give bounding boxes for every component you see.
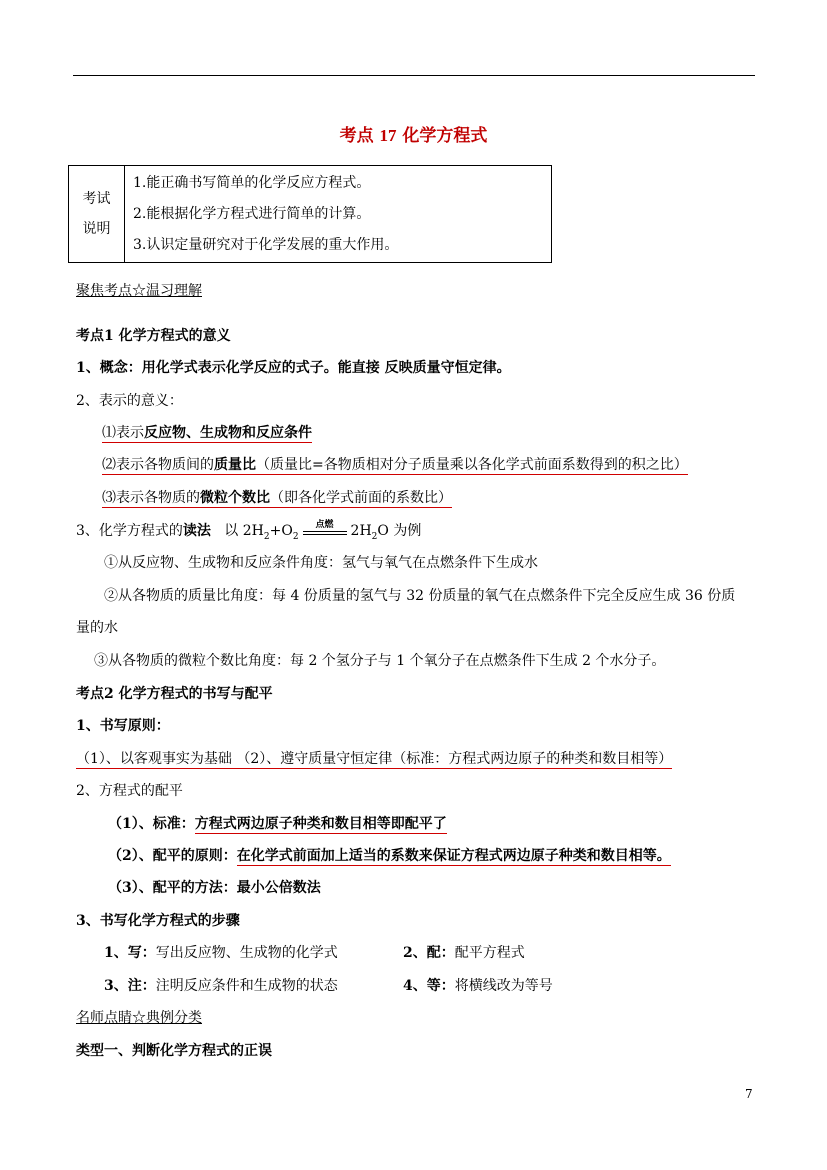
balance-heading: 2、方程式的配平 (76, 783, 183, 799)
reading-prefix: 3、化学方程式的 (76, 523, 183, 539)
section-heading-examples: 名师点睛☆典例分类 (76, 1010, 202, 1026)
page-title (0, 121, 827, 146)
principle-line (76, 748, 672, 768)
header-rule (73, 75, 755, 76)
balance-2 (108, 845, 671, 865)
balance-1 (108, 813, 447, 833)
balance-2-text: 在化学式前面加上适当的系数来保证方程式两边原子种类和数目相等。 (236, 848, 671, 864)
requirements-label-line1: 考试 (82, 191, 111, 207)
equation-subscript: 2 (292, 531, 299, 542)
equation-reactant-1: 以 2H (224, 523, 264, 539)
steps-heading: 3、书写化学方程式的步骤 (76, 913, 240, 929)
requirements-label-line2: 说明 (82, 221, 111, 237)
meaning-2-text (102, 457, 688, 475)
balance-1-label: （1）、标准： (108, 816, 195, 832)
meaning-2-prefix: ⑵表示各物质间的 (102, 457, 214, 473)
reading-1: ①从反应物、生成物和反应条件角度：氢气与氧气在点燃条件下生成水 (104, 555, 538, 571)
equation-condition: 点燃 (315, 519, 334, 530)
page-number: 7 (745, 1087, 753, 1101)
equation-product-rest: O 为例 (377, 523, 422, 539)
requirements-label (69, 166, 125, 263)
point2-heading: 考点2 化学方程式的书写与配平 (76, 686, 273, 702)
meaning-2-bold: 质量比 (214, 457, 256, 473)
equation-arrow (303, 519, 347, 535)
point1-heading: 考点1 化学方程式的意义 (76, 328, 231, 344)
step-3 (104, 975, 338, 995)
requirements-table (68, 165, 552, 263)
equation-reactant-2: +O (269, 523, 293, 539)
meaning-3-bold: 微粒个数比 (200, 490, 270, 506)
title-prefix: 考点 (339, 126, 374, 146)
principle-heading: 1、书写原则： (76, 718, 170, 734)
step-1-text: 写出反应物、生成物的化学式 (155, 945, 338, 961)
meaning-2 (102, 454, 688, 474)
equation-product: 2H (350, 523, 372, 539)
step-4 (403, 975, 553, 995)
step-2 (403, 942, 525, 962)
balance-1-text: 方程式两边原子种类和数目相等即配平了 (194, 816, 447, 832)
reading-3: ③从各物质的微粒个数比角度：每 2 个氢分子与 1 个氧分子在点燃条件下生成 2 个水分子。 (94, 653, 666, 669)
step-1 (104, 942, 338, 962)
reading-line (76, 520, 421, 542)
equation-subscript: 2 (263, 531, 270, 542)
meaning-3-text (102, 490, 452, 508)
balance-3: （3）、配平的方法：最小公倍数法 (108, 880, 321, 896)
reading-2-line1: ②从各物质的质量比角度：每 4 份质量的氢气与 32 份质量的氧气在点燃条件下完全反应生成 36 份质 (104, 588, 736, 604)
meaning-heading: 2、表示的意义： (76, 393, 183, 409)
equation-subscript: 2 (371, 531, 378, 542)
step-4-label: 4、等： (403, 978, 455, 994)
meaning-1 (102, 422, 312, 442)
step-3-label: 3、注： (104, 978, 156, 994)
requirement-item: 1.能正确书写简单的化学反应方程式。 (133, 174, 371, 191)
meaning-3-prefix: ⑶表示各物质的 (102, 490, 200, 506)
meaning-1-prefix: ⑴表示 (102, 425, 144, 441)
step-4-text: 将横线改为等号 (454, 978, 553, 994)
step-2-label: 2、配： (403, 945, 455, 961)
meaning-1-bold: 反应物、生成物和反应条件 (144, 425, 312, 441)
step-1-label: 1、写： (104, 945, 156, 961)
title-number: 17 (379, 126, 397, 145)
balance-2-label: （2）、配平的原则： (108, 848, 237, 864)
requirements-items (125, 166, 552, 263)
concept-line: 1、概念：用化学式表示化学反应的式子。能直接 反映质量守恒定律。 (76, 360, 511, 376)
requirement-item: 2.能根据化学方程式进行简单的计算。 (133, 205, 371, 222)
section-heading-focus: 聚焦考点☆温习理解 (76, 283, 202, 299)
title-name: 化学方程式 (402, 126, 488, 146)
meaning-3-rest: （即各化学式前面的系数比） (270, 490, 452, 506)
meaning-2-rest: （质量比=各物质相对分子质量乘以各化学式前面系数得到的积之比） (256, 457, 688, 473)
type1-heading: 类型一、判断化学方程式的正误 (76, 1043, 272, 1059)
reading-2-line2: 量的水 (76, 620, 118, 636)
equation-double-line (303, 531, 347, 535)
step-3-text: 注明反应条件和生成物的状态 (155, 978, 338, 994)
meaning-3 (102, 487, 452, 507)
step-2-text: 配平方程式 (454, 945, 525, 961)
meaning-1-text (102, 425, 312, 443)
principle-text: （1）、以客观事实为基础 （2）、遵守质量守恒定律（标准：方程式两边原子的种类和数目相等） (76, 751, 673, 767)
requirement-item: 3.认识定量研究对于化学发展的重大作用。 (133, 236, 399, 253)
reading-bold: 读法 (182, 523, 211, 539)
